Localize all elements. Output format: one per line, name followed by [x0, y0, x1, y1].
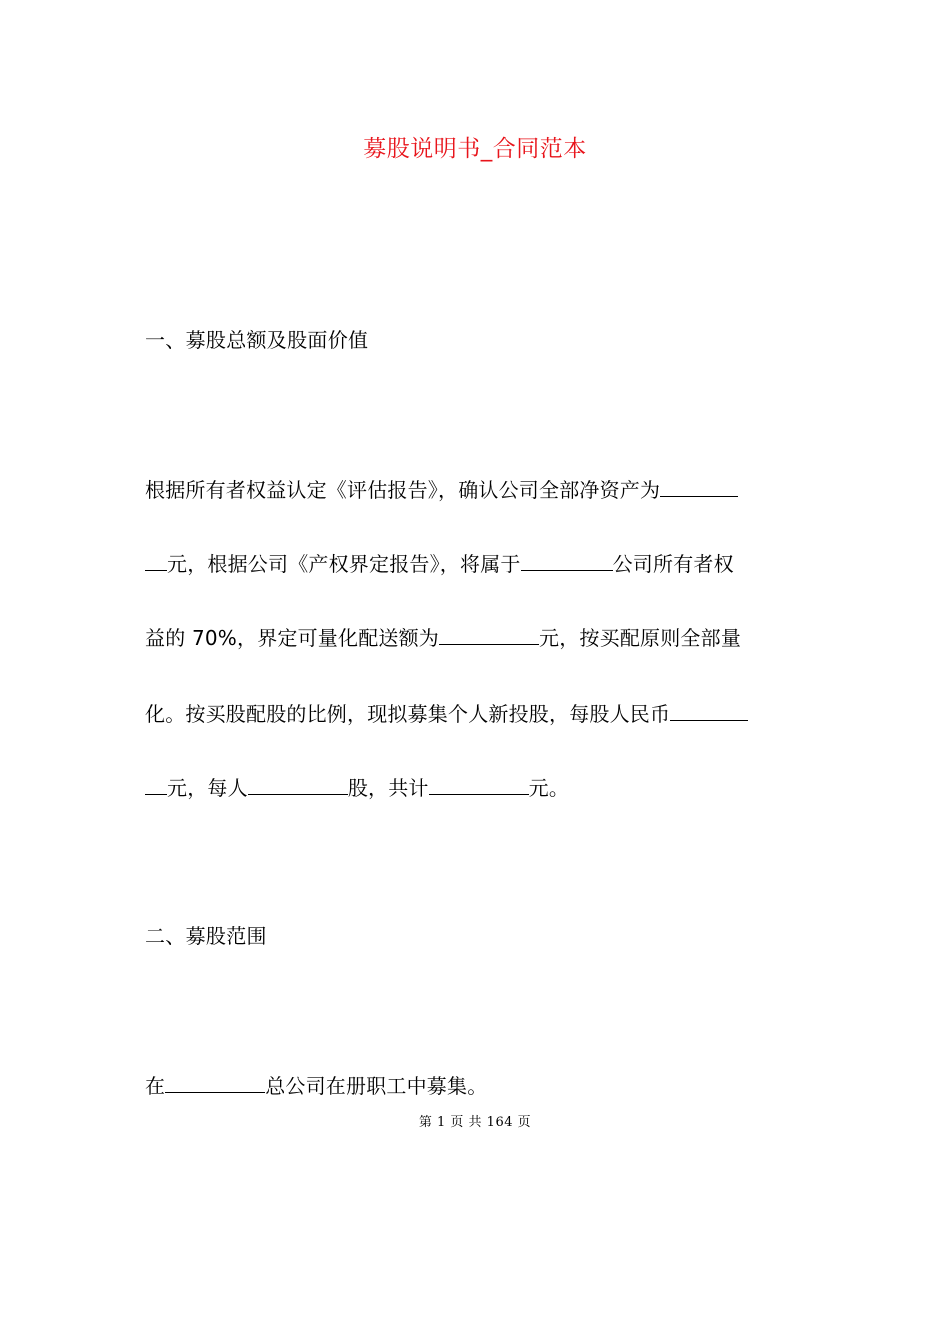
text-segment: 总公司在册职工中募集。	[265, 1074, 488, 1098]
document-title: 募股说明书_合同范本	[363, 136, 587, 162]
section-heading-1: 一、募股总额及股面价值	[145, 328, 369, 352]
text-segment: 公司所有者权	[612, 552, 734, 576]
paragraph-line	[145, 622, 807, 654]
paragraph-line	[145, 548, 807, 580]
fill-in-blank	[660, 474, 738, 497]
paragraph-line	[145, 772, 807, 804]
text-segment: 根据所有者权益认定《评估报告》，确认公司全部净资产为	[145, 478, 661, 502]
text-segment: 股，共计	[347, 776, 429, 800]
text-segment: 元，根据公司《产权界定报告》，将属于	[167, 552, 521, 576]
fill-in-blank	[439, 622, 539, 645]
text-segment: 元，按买配原则全部量	[539, 626, 742, 650]
text-segment: 元。	[528, 776, 570, 800]
fill-in-blank	[145, 772, 167, 795]
fill-in-blank	[145, 548, 167, 571]
paragraph-line	[145, 698, 807, 730]
text-segment: 在	[145, 1074, 166, 1098]
paragraph-line	[145, 474, 807, 506]
page-label: 第 1 页 共 164 页	[418, 1115, 532, 1130]
section-heading-2: 二、募股范围	[145, 924, 267, 948]
fill-in-blank	[248, 772, 348, 795]
fill-in-blank	[670, 698, 748, 721]
fill-in-blank	[521, 548, 613, 571]
paragraph-line	[145, 1070, 807, 1102]
text-segment: 元，每人	[167, 776, 248, 800]
fill-in-blank	[165, 1070, 265, 1093]
page-number-footer	[0, 1114, 950, 1132]
text-segment: 益的 70%，界定可量化配送额为	[145, 626, 440, 650]
text-segment: 化。按买股配股的比例，现拟募集个人新投股，每股人民币	[145, 702, 671, 726]
fill-in-blank	[429, 772, 529, 795]
